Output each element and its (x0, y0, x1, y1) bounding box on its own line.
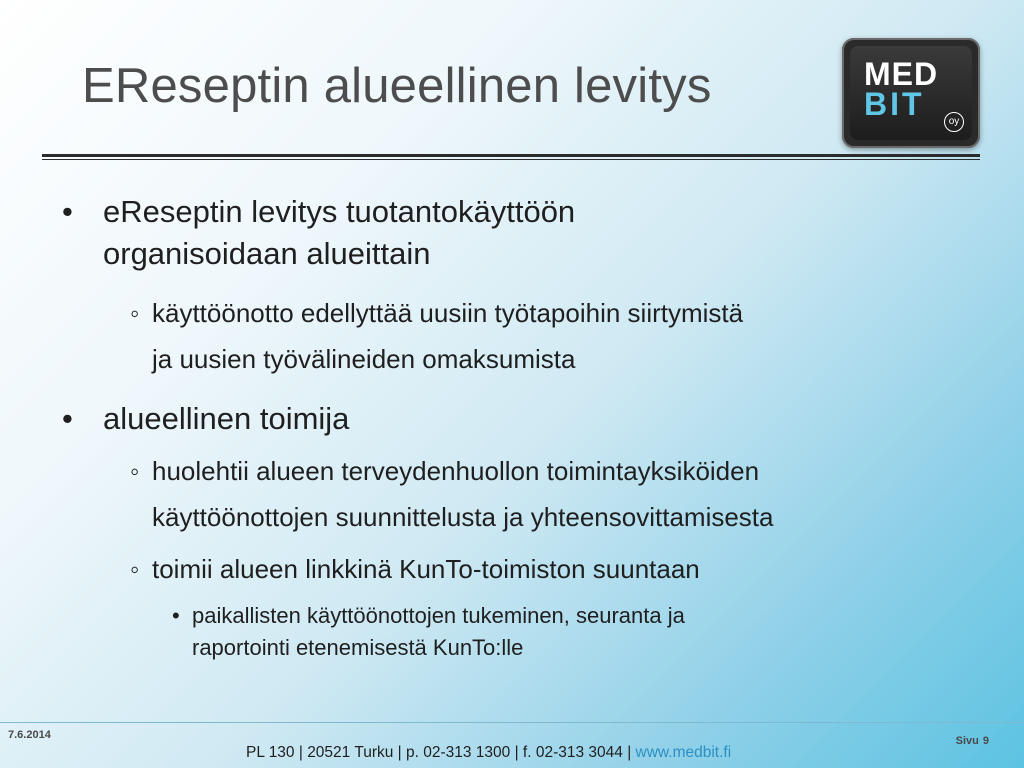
page-indicator (952, 735, 989, 747)
bullet-line: alueellinen toimija (103, 401, 350, 436)
bullet-marker: • (62, 194, 73, 229)
title-divider-thin (42, 159, 980, 160)
subbullet-marker: ◦ (130, 298, 140, 328)
bullet-text (103, 398, 349, 440)
page-label: Sivu (955, 735, 979, 747)
subbullet-line: ja uusien työvälineiden omaksumista (152, 344, 576, 374)
subbullet-text (152, 546, 700, 592)
third-level-marker: • (172, 603, 180, 628)
subbullet-text (152, 448, 774, 540)
bullet-line: organisoidaan alueittain (103, 236, 431, 271)
subbullet-line: toimii alueen linkkinä KunTo-toimiston suuntaan (152, 554, 700, 584)
website-link[interactable]: www.medbit.fi (635, 744, 732, 761)
subbullet-line: käyttöönotto edellyttää uusiin työtapoihin siirtymistä (152, 298, 744, 328)
subbullet-text (152, 290, 743, 382)
footer-divider (0, 722, 1024, 723)
subbullet-marker: ◦ (130, 456, 140, 486)
subbullet-marker: ◦ (130, 554, 140, 584)
footer-address (246, 744, 731, 762)
third-level-line: raportointi etenemisestä KunTo:lle (192, 635, 524, 660)
subbullet-line: huolehtii alueen terveydenhuollon toimintayksiköiden (152, 456, 760, 486)
address-text: PL 130 | 20521 Turku | p. 02-313 1300 | f. 02-313 3044 | (246, 744, 636, 761)
bullet-text (103, 191, 575, 275)
slide-title: EReseptin alueellinen levitys (82, 59, 712, 113)
title-divider (42, 154, 980, 157)
logo-text-top: MED (864, 56, 939, 92)
third-level-text (192, 600, 685, 664)
bullet-line: eReseptin levitys tuotantokäyttöön (103, 194, 576, 229)
subbullet-line: käyttöönottojen suunnittelusta ja yhteensovittamisesta (152, 502, 774, 532)
third-level-line: paikallisten käyttöönottojen tukeminen, seuranta ja (192, 603, 685, 628)
logo-oy-mark: oy (944, 112, 964, 132)
footer-date: 7.6.2014 (8, 729, 51, 741)
medbit-logo (842, 38, 980, 148)
page-number: 9 (982, 735, 989, 747)
logo-text-bottom: BIT (864, 86, 925, 122)
bullet-marker: • (62, 401, 73, 436)
